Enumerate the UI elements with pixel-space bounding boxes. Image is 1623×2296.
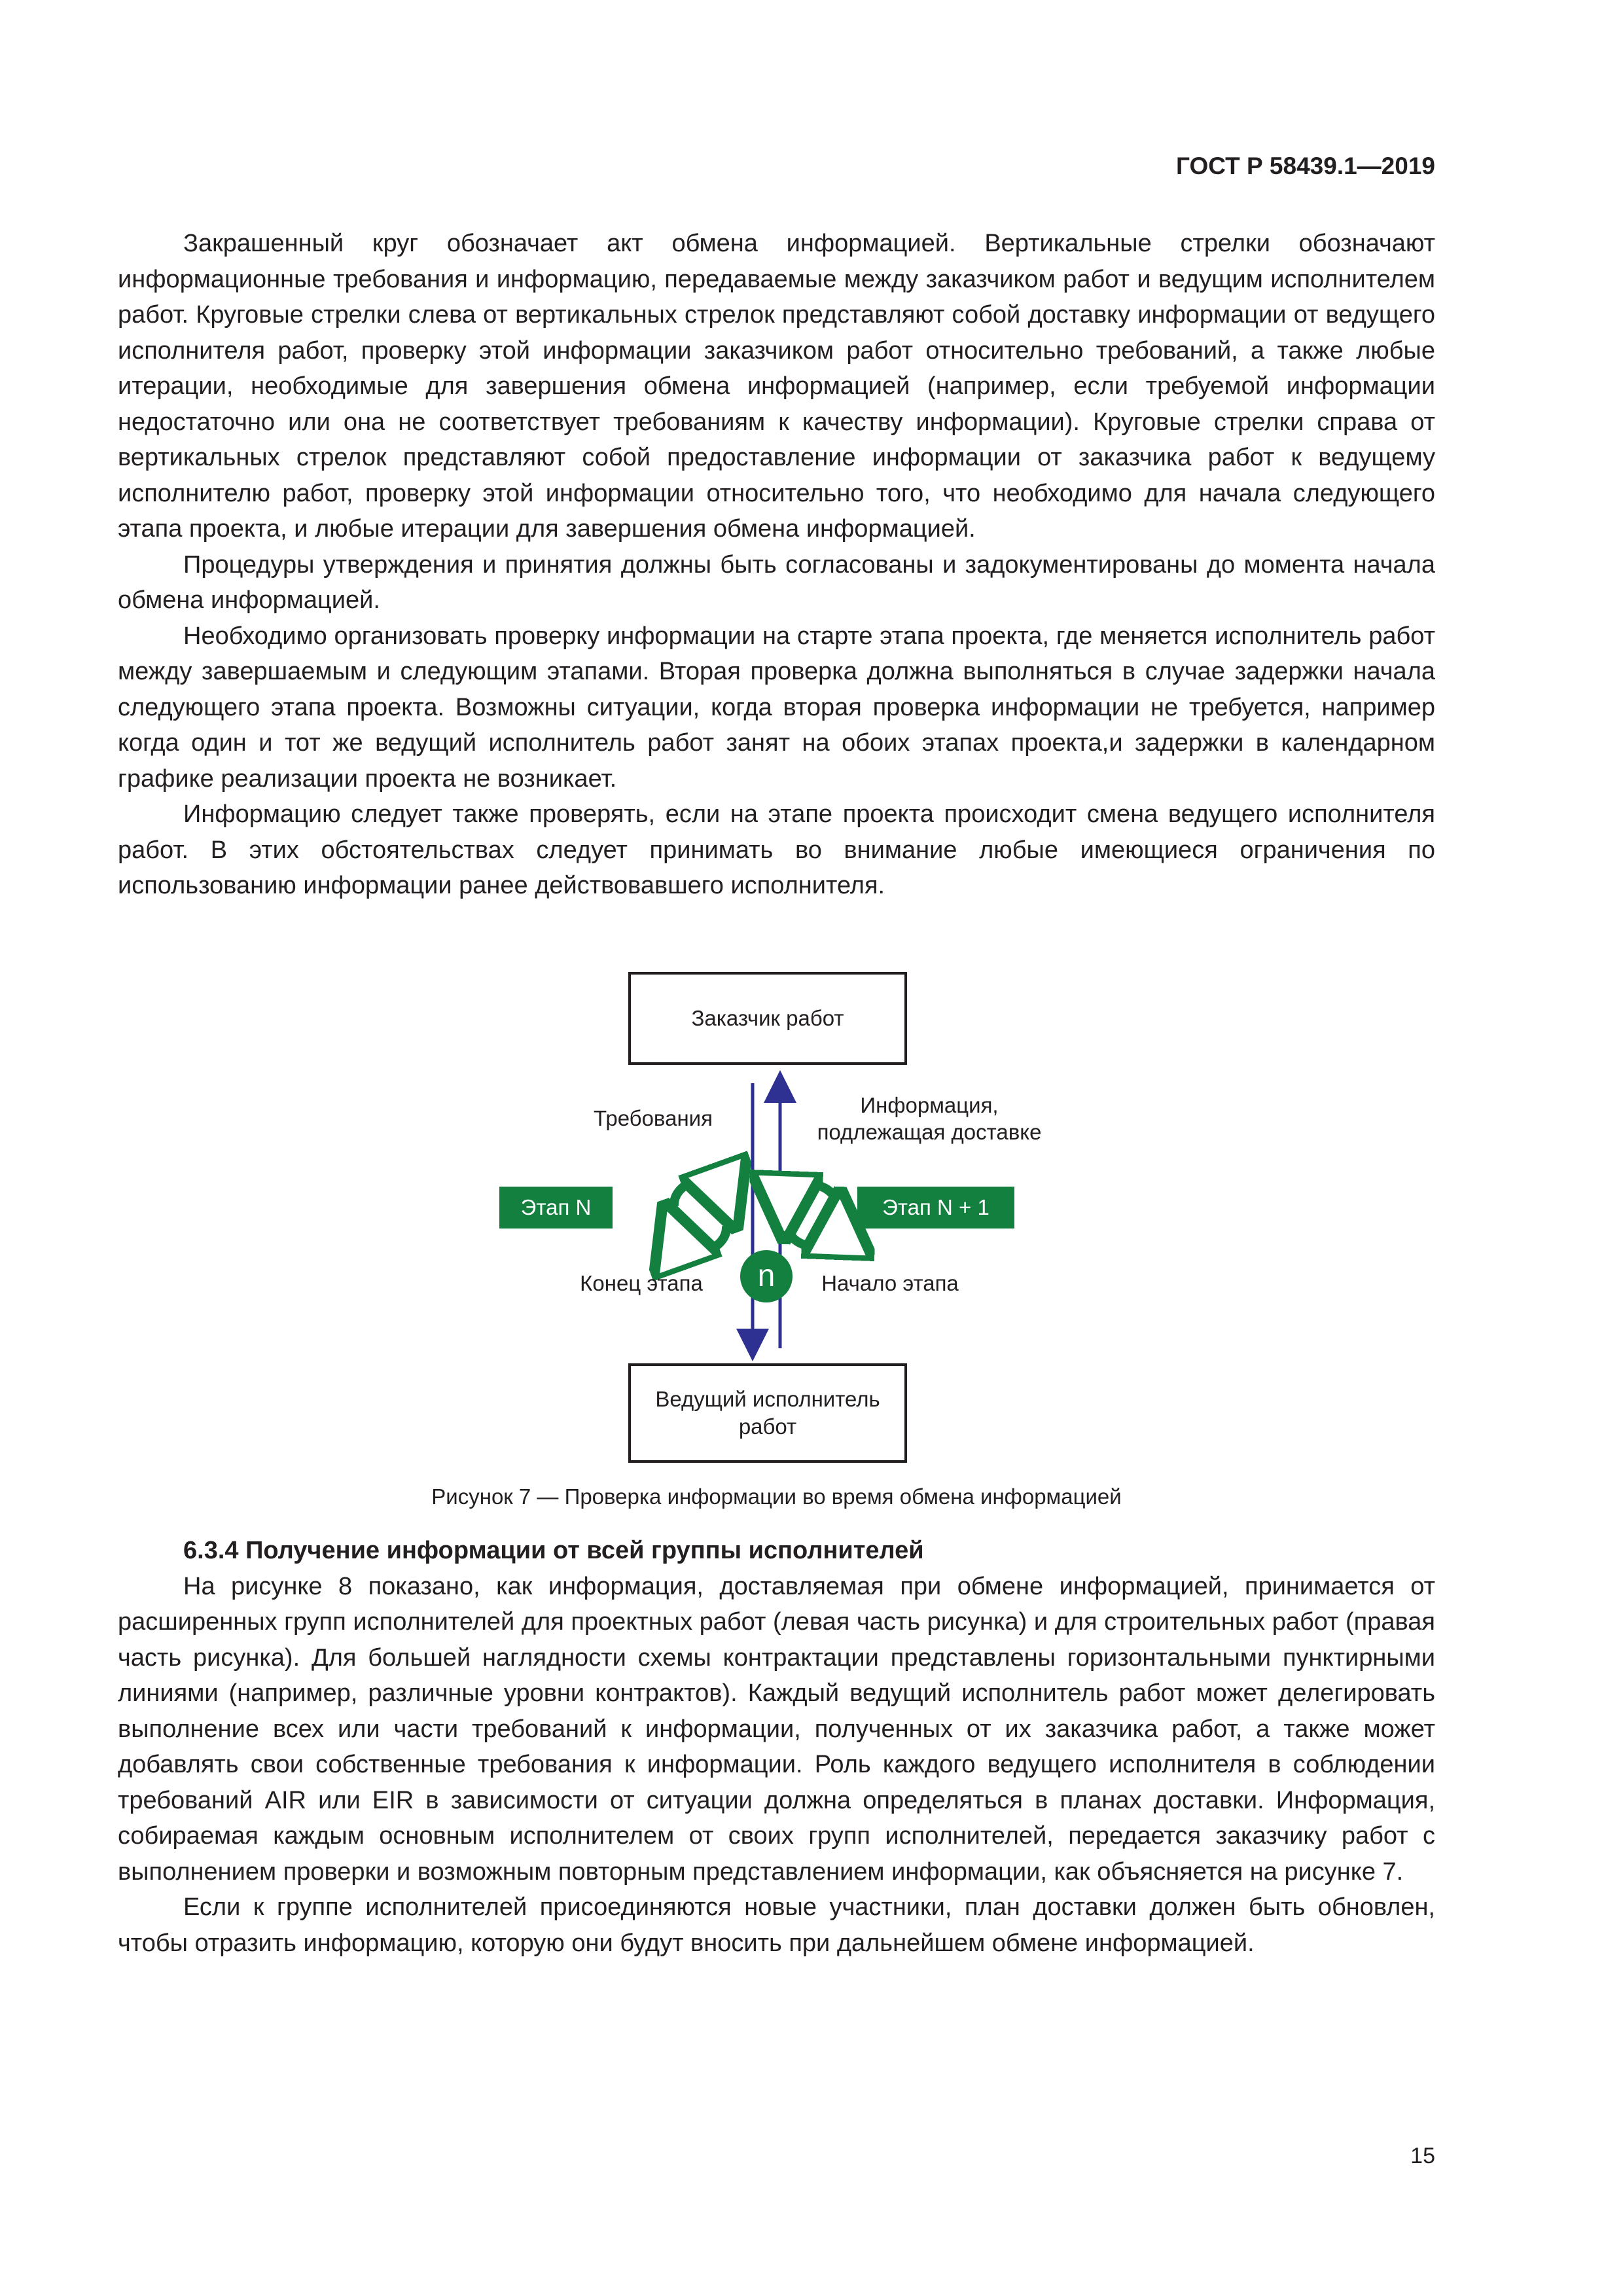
start-stage-label: Начало этапа — [821, 1271, 959, 1295]
info-label-line-2: подлежащая доставке — [817, 1120, 1042, 1144]
paragraph: На рисунке 8 показано, как информация, доставляемая при обмене информацией, принимается от расширенных групп исполнителей для проектных работ (левая часть рисунка) и для строительных работ (правая часть рисунка). Для большей наглядности схемы контрактации представлены горизонтальными пунктирными линиями (например, различные уровни контрактов). Каждый ведущий исполнитель работ может делегировать выполнение всех или части требований к информации, полученных от их заказчика работ, а также может добавлять свои собственные требования к информации. Роль каждого ведущего исполнителя в соблюдении требований AIR или EIR в зависимости от ситуации должна определяться в планах доставки. Информация, собираемая каждым основным исполнителем от своих групп исполнителей, передается заказчику работ с выполнением проверки и возможным повторным представлением информации, как объясняется на рисунке 7. — [118, 1572, 1435, 1886]
document-header: ГОСТ Р 58439.1—2019 — [1176, 152, 1435, 179]
client-box-label: Заказчик работ — [691, 1006, 844, 1030]
stage-n1-badge: Этап N + 1 — [857, 1187, 1014, 1229]
paragraph: Необходимо организовать проверку информации на старте этапа проекта, где меняется исполнитель работ между завершаемым и следующим этапами. Вторая проверка должна выполняться в случае задержки начала следующего этапа проекта. Возможны ситуации, когда вторая проверка информации не требуется, например когда один и тот же ведущий исполнитель работ занят на обоих этапах проекта,и задержки в календарном графике реализации проекта не возникает. — [118, 622, 1435, 793]
paragraph: Процедуры утверждения и принятия должны быть согласованы и задокументированы до момента начала обмена информацией. — [118, 550, 1435, 614]
requirements-label: Требования — [594, 1106, 713, 1130]
cycle-arrows-left-icon — [674, 1181, 726, 1251]
end-stage-label: Конец этапа — [580, 1271, 703, 1295]
section-6-3-4 — [118, 1533, 1435, 1961]
contractor-box-label-2: работ — [738, 1414, 797, 1439]
info-label-line-1: Информация, — [860, 1093, 999, 1117]
section-title: 6.3.4 Получение информации от всей группы исполнителей — [183, 1537, 924, 1564]
body-text-top — [118, 226, 1435, 904]
figure-7-diagram — [478, 965, 1067, 1469]
paragraph: Закрашенный круг обозначает акт обмена информацией. Вертикальные стрелки обозначают информационные требования и информацию, передаваемые между заказчиком работ и ведущим исполнителем работ. Круговые стрелки слева от вертикальных стрелок представляют собой доставку информации от ведущего исполнителя работ, проверку этой информации заказчиком работ относительно требований, а также любые итерации, необходимые для завершения обмена информацией (например, если требуемой информации недостаточно или она не соответствует требованиям к качеству информации). Круговые стрелки справа от вертикальных стрелок представляют собой предоставление информации от заказчика работ к ведущему исполнителю работ, проверку этой информации относительно того, что необходимо для начала следующего этапа проекта, и любые итерации для завершения обмена информацией. — [118, 230, 1435, 543]
client-box — [628, 972, 907, 1065]
stage-n-badge: Этап N — [499, 1187, 613, 1229]
exchange-circle-letter: n — [757, 1259, 776, 1293]
paragraph: Информацию следует также проверять, если на этапе проекта происходит смена ведущего исполнителя работ. В этих обстоятельствах следует принимать во внимание любые имеющиеся ограничения по использованию информации ранее действовавшего исполнителя. — [118, 800, 1435, 899]
figure-caption: Рисунок 7 — Проверка информации во время обмена информацией — [431, 1484, 1122, 1509]
contractor-box-label-1: Ведущий исполнитель — [655, 1387, 880, 1411]
paragraph: Если к группе исполнителей присоединяются новые участники, план доставки должен быть обновлен, чтобы отразить информацию, которую они будут вносить при дальнейшем обмене информацией. — [118, 1893, 1435, 1957]
cycle-arrows-right-icon — [785, 1185, 839, 1246]
contractor-box — [628, 1363, 907, 1463]
page-number: 15 — [1410, 2144, 1435, 2168]
info-label — [798, 1092, 1060, 1145]
